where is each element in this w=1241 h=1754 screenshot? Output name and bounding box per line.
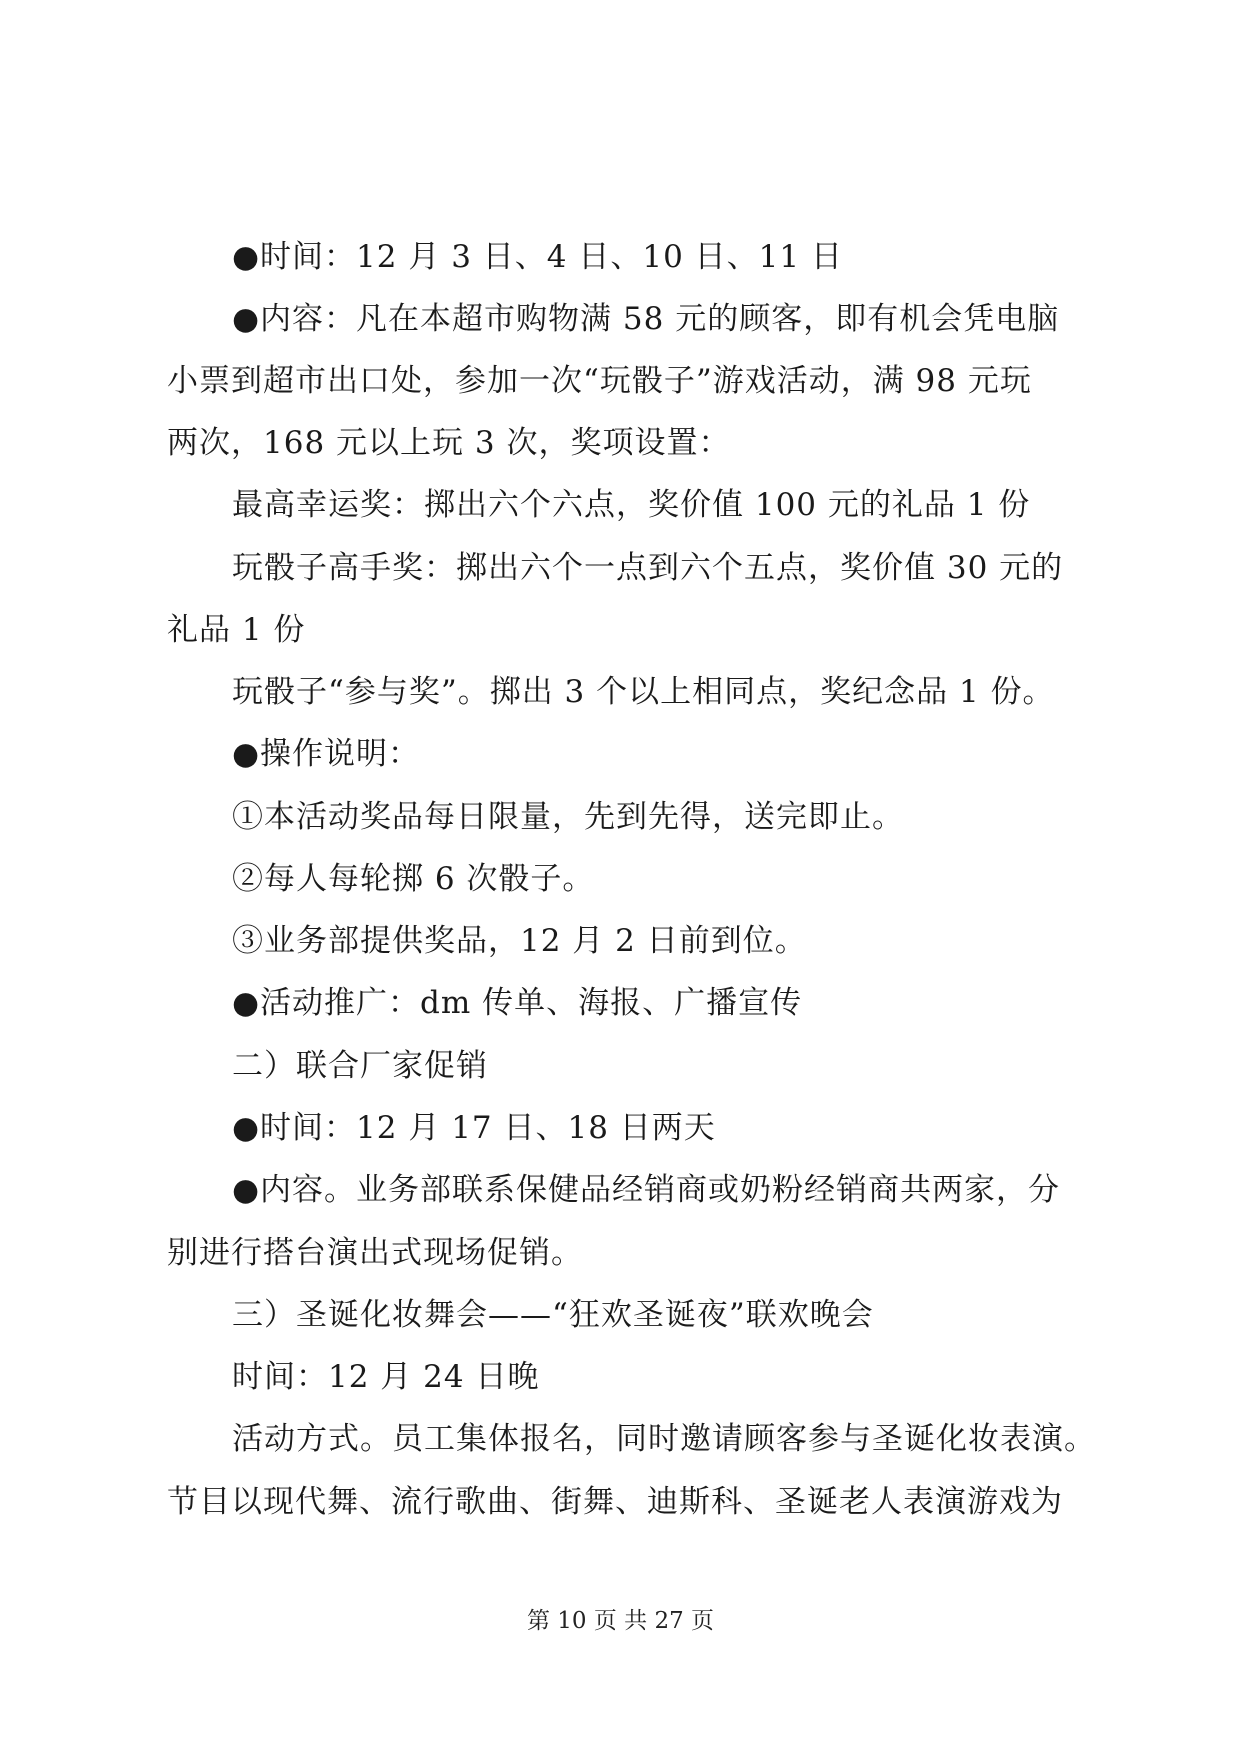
text-line: 玩骰子“参与奖”。掷出 3 个以上相同点，奖纪念品 1 份。 — [232, 674, 1055, 710]
text-line: 两次，168 元以上玩 3 次，奖项设置： — [167, 425, 731, 461]
text-line: 活动方式。员工集体报名，同时邀请顾客参与圣诞化妆表演。 — [232, 1421, 1096, 1457]
text-line: 节目以现代舞、流行歌曲、街舞、迪斯科、圣诞老人表演游戏为 — [167, 1484, 1063, 1520]
text-line: 别进行搭台演出式现场促销。 — [167, 1235, 583, 1271]
text-line: ③业务部提供奖品，12 月 2 日前到位。 — [232, 923, 807, 959]
text-line: ●时间：12 月 17 日、18 日两天 — [232, 1110, 716, 1146]
text-line: 礼品 1 份 — [167, 612, 306, 648]
section-heading: 三）圣诞化妆舞会——“狂欢圣诞夜”联欢晚会 — [232, 1297, 874, 1333]
text-line: ●活动推广：dm 传单、海报、广播宣传 — [232, 985, 803, 1021]
text-line: ②每人每轮掷 6 次骰子。 — [232, 861, 595, 897]
page-number-footer: 第 10 页 共 27 页 — [526, 1608, 715, 1634]
text-line: ●内容。业务部联系保健品经销商或奶粉经销商共两家，分 — [232, 1172, 1061, 1208]
text-line: 时间：12 月 24 日晚 — [232, 1359, 540, 1395]
text-line: ①本活动奖品每日限量，先到先得，送完即止。 — [232, 799, 904, 835]
text-line: ●时间：12 月 3 日、4 日、10 日、11 日 — [232, 239, 843, 275]
text-line: 玩骰子高手奖：掷出六个一点到六个五点，奖价值 30 元的 — [232, 550, 1064, 586]
text-line: ●内容：凡在本超市购物满 58 元的顾客，即有机会凭电脑 — [232, 301, 1060, 337]
text-line: 最高幸运奖：掷出六个六点，奖价值 100 元的礼品 1 份 — [232, 487, 1031, 523]
section-heading: 二）联合厂家促销 — [232, 1048, 488, 1084]
text-line: ●操作说明： — [232, 736, 421, 772]
text-line: 小票到超市出口处，参加一次“玩骰子”游戏活动，满 98 元玩 — [167, 363, 1032, 399]
